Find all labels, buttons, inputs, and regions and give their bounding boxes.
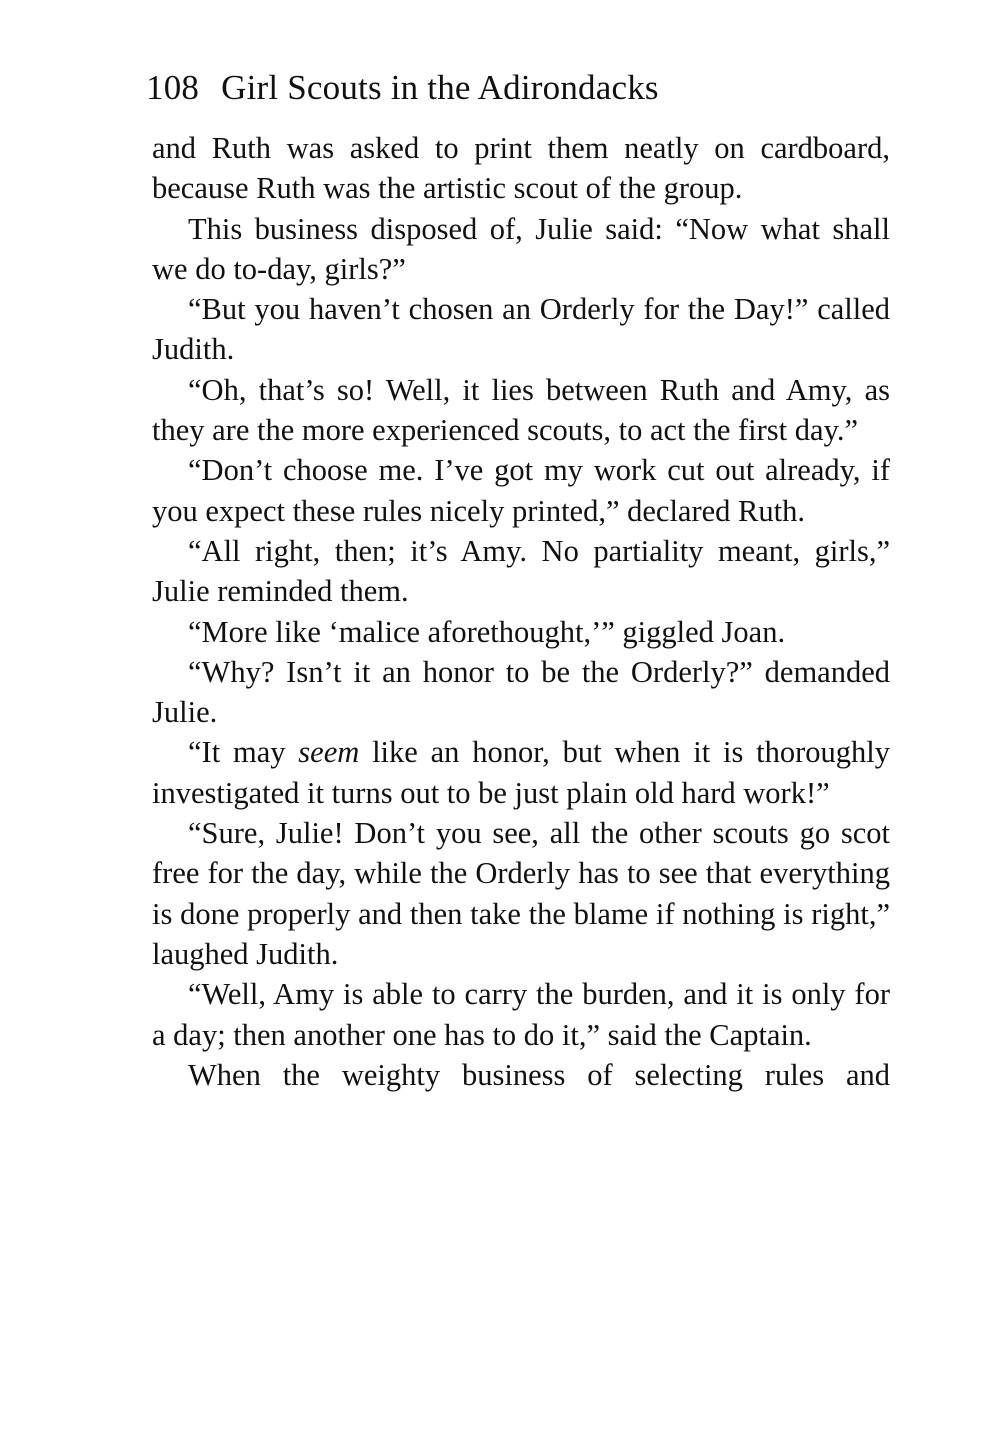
paragraph: “Don’t choose me. I’ve got my work cut out already, if you expect these rules nicely printed,” declared Ruth. [152,453,890,528]
running-head [146,62,890,118]
paragraph: “But you haven’t chosen an Orderly for the Day!” called Judith. [152,292,890,367]
paragraph-continued: and Ruth was asked to print them neatly on cardboard, because Ruth was the artistic scout of the group. [152,131,890,206]
page-number: 108 [146,68,200,107]
paragraph-with-emphasis [152,732,890,813]
book-title: Girl Scouts in the Adirondacks [221,68,659,107]
paragraph: “More like ‘malice aforethought,’” giggled Joan. [188,614,786,649]
paragraph-final-line: When the weighty business of selecting rules and [188,1057,890,1092]
emphasized-word: seem [298,735,360,770]
text-run: “It may [188,735,299,770]
paragraph: “All right, then; it’s Amy. No partiality meant, girls,” Julie reminded them. [152,533,890,609]
paragraph: “Oh, that’s so! Well, it lies between Ruth and Amy, as they are the more experienced scouts, to act the first day.” [152,372,890,448]
text-run: like an honor, but when it is thoroughly investigated it turns out to be just plain old hard work!” [152,735,890,810]
body-text [152,128,890,1095]
paragraph: “Why? Isn’t it an honor to be the Orderly?” demanded Julie. [152,654,890,730]
paragraph: This business disposed of, Julie said: “Now what shall we do to-day, girls?” [152,211,890,286]
book-page [146,62,890,1095]
paragraph: “Well, Amy is able to carry the burden, and it is only for a day; then another one has to do it,” said the Captain. [152,977,890,1052]
paragraph: “Sure, Julie! Don’t you see, all the other scouts go scot free for the day, while the Orderly has to see that everything is done properly and then take the blame if nothing is right,” laughed Judith. [152,816,890,971]
